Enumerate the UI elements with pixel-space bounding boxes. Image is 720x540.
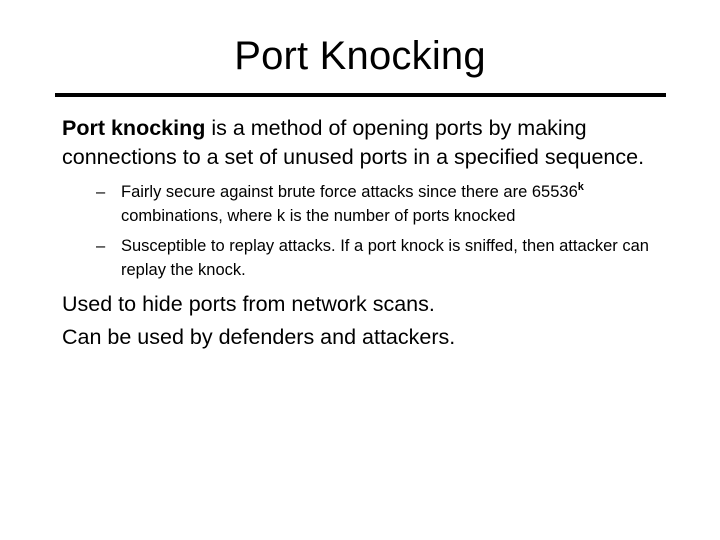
intro-paragraph [62,114,662,172]
intro-term: Port knocking [62,116,206,140]
sub-bullet-list [62,180,662,282]
summary-line: Can be used by defenders and attackers. [62,325,456,349]
intro-text: is a method of opening ports by making connections to a set of unused ports in a specified sequence. [62,116,645,169]
slide-body [62,114,662,354]
dash-marker: – [96,183,106,201]
sub-bullet-item [62,234,662,282]
sub-bullet-text-cont: combinations, where k is the number of ports knocked [121,207,516,225]
sub-bullet-item [62,180,662,228]
slide-title: Port Knocking [234,34,486,78]
summary-lines [62,288,662,354]
sub-bullet-text: Fairly secure against brute force attacks since there are 65536 [121,183,578,201]
superscript-k: k [577,181,584,193]
dash-marker: – [96,237,106,255]
summary-line: Used to hide ports from network scans. [62,292,435,316]
title-underline [55,93,666,97]
sub-bullet-text: Susceptible to replay attacks. If a port knock is sniffed, then attacker can replay the knock. [121,237,649,279]
